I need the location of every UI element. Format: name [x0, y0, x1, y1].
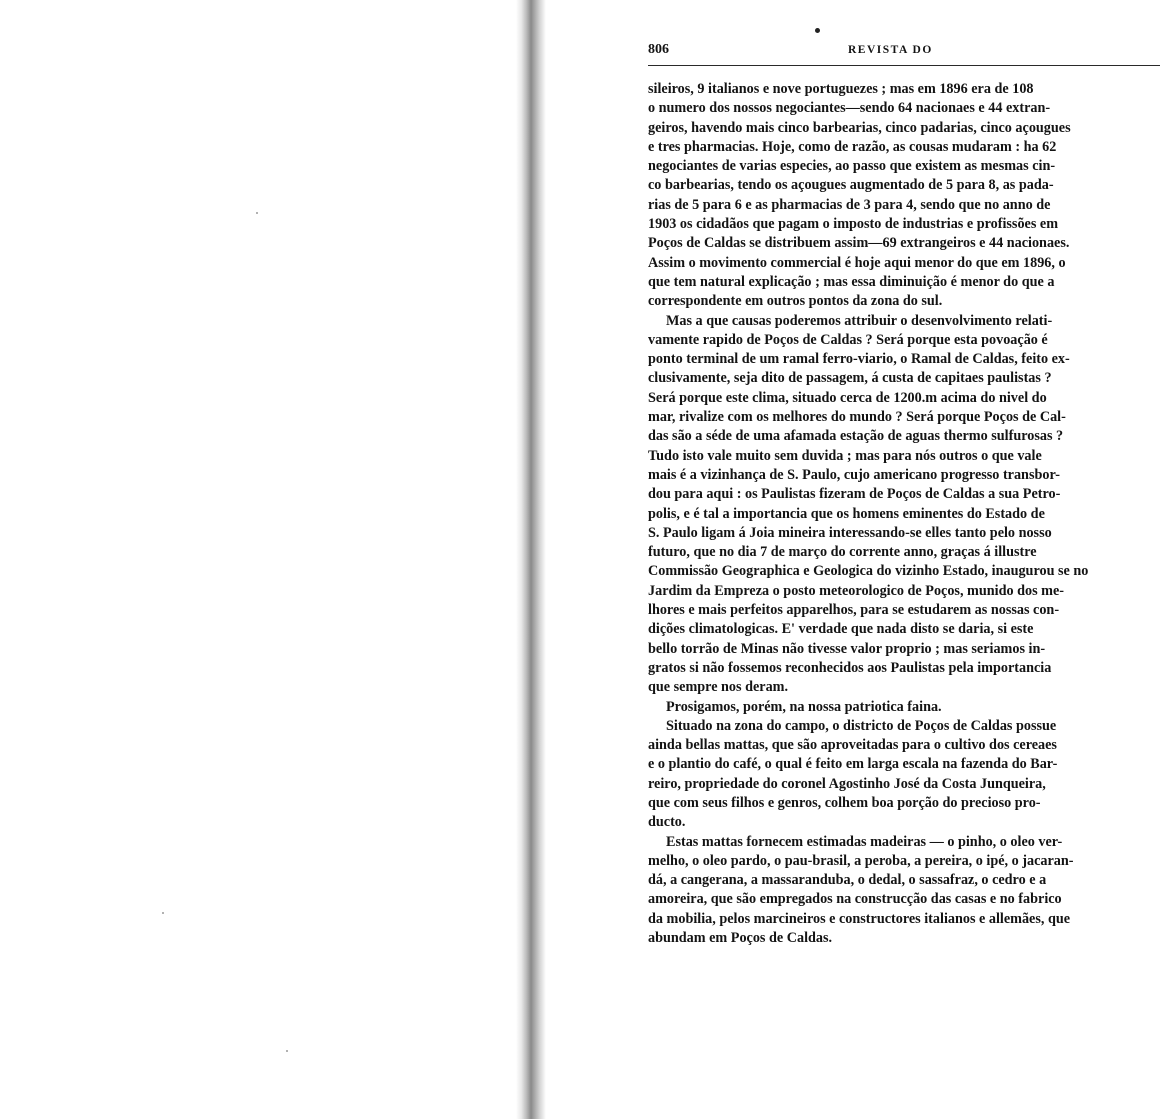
- text-page: [648, 40, 1160, 948]
- running-head: [648, 40, 1160, 62]
- blank-left-page: [0, 0, 520, 1119]
- paragraph-timber: Estas mattas fornecem estimadas madeiras — o pinho, o oleo ver- melho, o oleo pardo, o pau-brasil, a peroba, a pereira, o ipé, o jacaran- dá, a cangerana, a massaranduba, o dedal, o sassafraz, o cedro e a amoreira, que são empregados na construcção das casas e no fabrico da mobilia, pelos marcineiros e constructores italianos e allemães, que abundam em Poços de Caldas.: [648, 833, 1074, 947]
- print-dot-mark: [815, 28, 820, 33]
- paragraph-commerce: sileiros, 9 italianos e nove portuguezes ; mas em 1896 era de 108 o numero dos nossos negociantes—sendo 64 nacionaes e 44 extran- geiros, havendo mais cinco barbearias, cinco padarias, cinco açougues e tres pharmacias. Hoje, como de razão, as cousas mudaram : ha 62 negociantes de varias especies, ao passo que existem as mesmas cin- co barbearias, tendo os açougues augmentado de 5 para 8, as pada- rias de 5 para 6 e as pharmacias de 3 para 4, sendo que no anno de 1903 os cidadãos que pagam o imposto de industrias e profissões em Poços de Caldas se distribuem assim—69 extrangeiros e 44 nacionaes. Assim o movimento commercial é hoje aqui menor do que em 1896, o que tem natural explicação ; mas essa diminuição é menor do que a correspondente em outros pontos da zona do sul.: [648, 81, 1071, 310]
- scan-speck: [286, 1050, 288, 1052]
- scan-speck: [162, 912, 164, 914]
- scan-speck: [256, 212, 258, 214]
- header-rule: [648, 65, 1160, 66]
- paragraph-proceed: Prosigamos, porém, na nossa patriotica faina.: [666, 698, 942, 715]
- paragraph-development: Mas a que causas poderemos attribuir o desenvolvimento relati- vamente rapido de Poços de Caldas ? Será porque esta povoação é ponto terminal de um ramal ferro-viario, o Ramal de Caldas, feito ex- clusivamente, seja dito de passagem, á custa de capitaes paulistas ? Será porque este clima, situado cerca de 1200.m acima do nivel do mar, rivalize com os melhores do mundo ? Será porque Poços de Cal- das são a séde de uma afamada estação de aguas thermo sulfurosas ? Tudo isto vale muito sem duvida ; mas para nós outros o que vale mais é a vizinhança de S. Paulo, cujo americano progresso transbor- dou para aqui : os Paulistas fizeram de Poços de Caldas a sua Petro- polis, e é tal a importancia que os homens eminentes do Estado de S. Paulo ligam á Joia mineira interessando-se elles tanto pelo nosso futuro, que no dia 7 de março do corrente anno, graças á illustre Commissão Geographica e Geologica do vizinho Estado, inaugurou se no Jardim da Empreza o posto meteorologico de Poços, munido dos me- lhores e mais perfeitos apparelhos, para se estudarem as nossas con- dições climatologicas. E' verdade que nada disto se daria, si este bello torrão de Minas não tivesse valor proprio ; mas seriamos in- gratos si não fossemos reconhecidos aos Paulistas pela importancia que sempre nos deram.: [648, 312, 1089, 696]
- page-number: 806: [648, 42, 669, 57]
- paragraph-forests: Situado na zona do campo, o districto de Poços de Caldas possue ainda bellas mattas, que são aproveitadas para o cultivo dos cereaes e o plantio do café, o qual é feito em larga escala na fazenda do Bar- reiro, propriedade do coronel Agostinho José da Costa Junqueira, que com seus filhos e genros, colhem boa porção do precioso pro- ducto.: [648, 717, 1058, 831]
- book-gutter: [516, 0, 546, 1119]
- running-title: REVISTA DO: [848, 44, 933, 56]
